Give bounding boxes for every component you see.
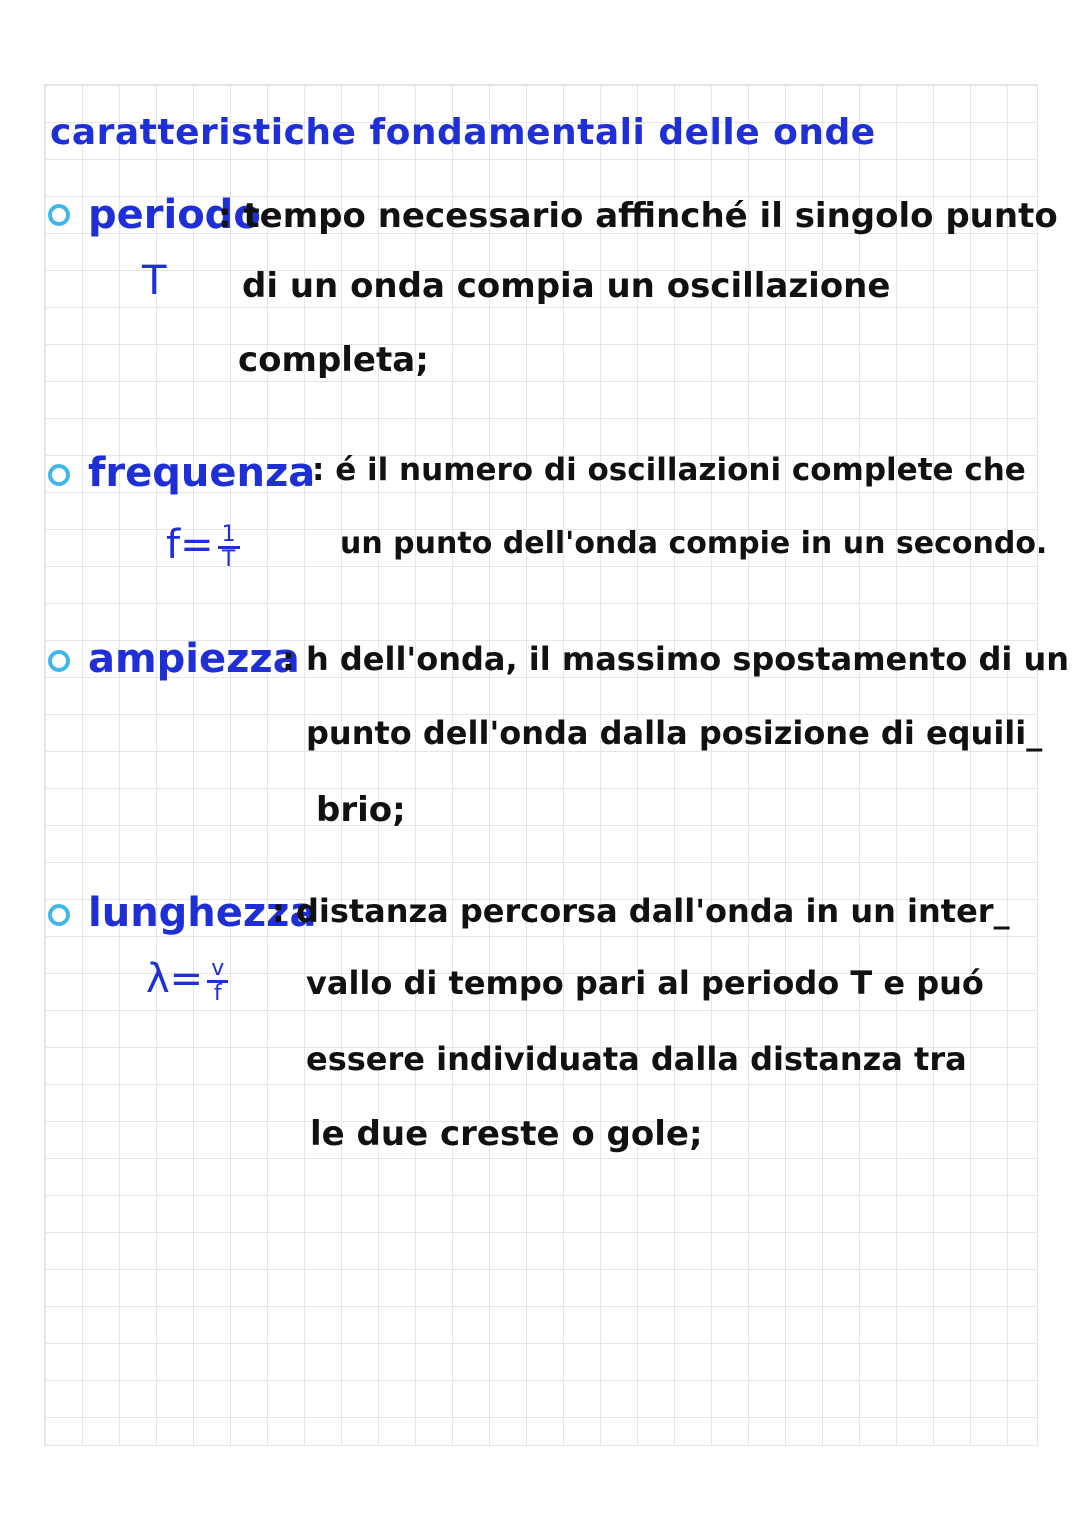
symbol-periodo: T bbox=[142, 258, 167, 304]
definition-line: un punto dell'onda compie in un secondo. bbox=[340, 526, 1048, 561]
term-frequenza: frequenza bbox=[88, 450, 316, 496]
term-lunghezza: lunghezza bbox=[88, 890, 317, 936]
formula-frequenza bbox=[166, 522, 240, 571]
fraction bbox=[207, 955, 228, 1006]
page-title: caratteristiche fondamentali delle onde bbox=[50, 112, 876, 153]
definition-line: le due creste o gole; bbox=[310, 1114, 703, 1154]
definition-line: completa; bbox=[238, 340, 429, 380]
fraction-denominator: T bbox=[221, 546, 236, 572]
term-ampiezza: ampiezza bbox=[88, 636, 300, 682]
fraction-numerator: 1 bbox=[218, 524, 240, 549]
definition-line: : h dell'onda, il massimo spostamento di un bbox=[282, 640, 1070, 678]
circle-bullet-icon bbox=[48, 904, 70, 926]
term-periodo: periodo bbox=[88, 192, 261, 238]
formula-lhs: f= bbox=[166, 522, 214, 568]
circle-bullet-icon bbox=[48, 204, 70, 226]
definition-line: brio; bbox=[316, 790, 406, 830]
definition-line: essere individuata dalla distanza tra bbox=[306, 1040, 967, 1078]
definition-line: di un onda compia un oscillazione bbox=[242, 266, 891, 306]
definition-line: punto dell'onda dalla posizione di equili_ bbox=[306, 714, 1043, 752]
circle-bullet-icon bbox=[48, 650, 70, 672]
definition-line: : tempo necessario affinché il singolo punto bbox=[218, 196, 1058, 236]
formula-lunghezza bbox=[146, 956, 228, 1005]
circle-bullet-icon bbox=[48, 464, 70, 486]
definition-line: : é il numero di oscillazioni complete che bbox=[312, 452, 1026, 488]
formula-lhs: λ= bbox=[146, 956, 204, 1002]
fraction bbox=[218, 521, 240, 572]
definition-line: vallo di tempo pari al periodo T e puó bbox=[306, 964, 984, 1002]
definition-line: : distanza percorsa dall'onda in un inter_ bbox=[272, 892, 1010, 930]
fraction-denominator: f bbox=[213, 980, 222, 1006]
fraction-numerator: v bbox=[207, 958, 228, 983]
